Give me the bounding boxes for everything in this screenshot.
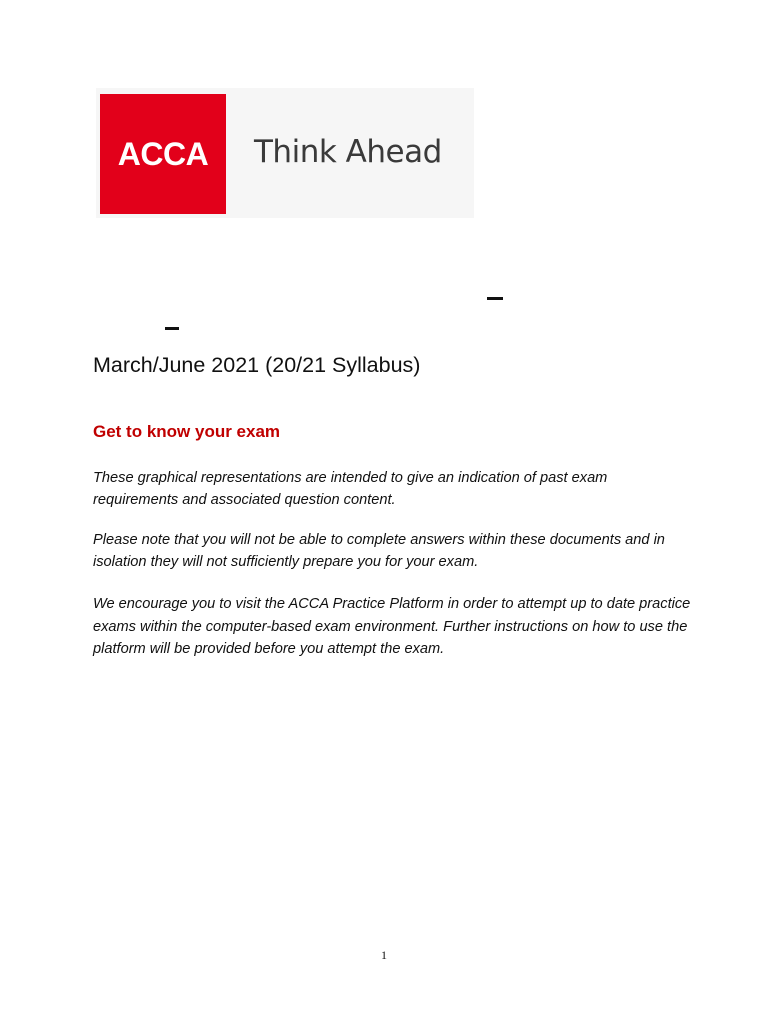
- acca-logo: [96, 88, 474, 218]
- intro-paragraph: These graphical representations are intended to give an indication of past exam requirements and associated question content.: [93, 470, 608, 508]
- title-dash-2: [165, 327, 179, 330]
- logo-mark-text: ACCA: [117, 135, 209, 172]
- practice-platform-paragraph: We encourage you to visit the ACCA Practice Platform in order to attempt up to date practice exams within the computer-based exam environment. Further instructions on how to use the platform will be provided before you attempt the exam.: [93, 596, 691, 657]
- page-number: 1: [381, 948, 387, 962]
- exam-session: March/June 2021 (20/21 Syllabus): [93, 353, 421, 377]
- note-paragraph: Please note that you will not be able to complete answers within these documents and in isolation they will not sufficiently prepare you for your exam.: [93, 532, 665, 570]
- section-heading: Get to know your exam: [93, 422, 281, 441]
- logo-tagline: Think Ahead: [254, 134, 442, 170]
- title-dash-1: [487, 297, 503, 300]
- acca-logo-mark: [100, 94, 226, 214]
